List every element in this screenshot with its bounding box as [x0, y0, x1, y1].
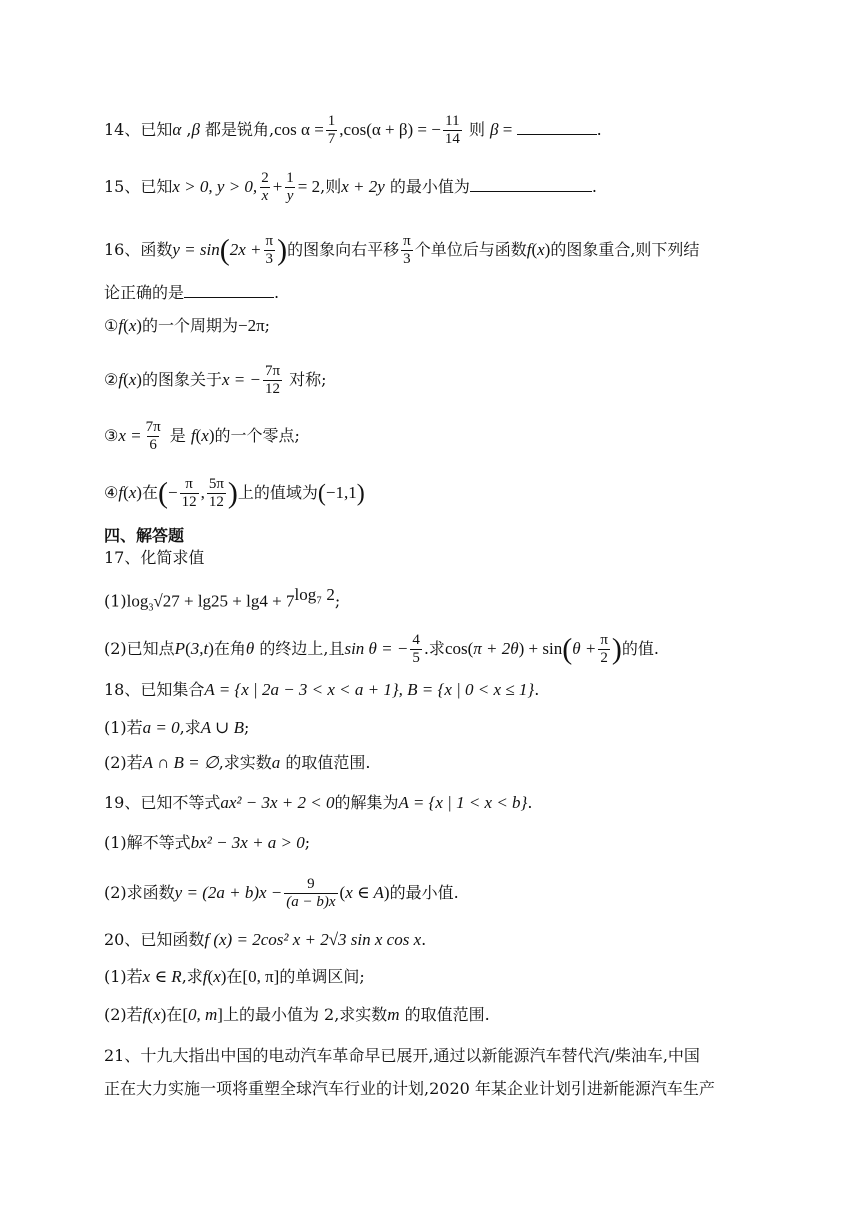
denominator: 2 — [600, 650, 608, 666]
question-19-part2: (2)求函数y = (2a + b)x − $\frac{9}{(a - b)x}$ (x ∈ A)的最小值. — [104, 876, 459, 910]
denominator: 12 — [265, 381, 281, 397]
text: 的解集为 — [334, 793, 399, 812]
numerator: 11 — [445, 113, 460, 129]
minus: − — [167, 483, 178, 502]
question-18-part1 — [104, 718, 249, 738]
fraction — [284, 170, 296, 205]
variable-a: a — [271, 753, 281, 772]
function: y = sin — [172, 240, 220, 259]
interval: 0, m — [187, 1005, 218, 1024]
option-1: ①f(x)的一个周期为−2π; — [104, 316, 271, 335]
text: 上的最小值为 2,求实数 — [222, 1005, 388, 1024]
left-paren: ( — [157, 476, 168, 510]
variable-x: x — [128, 370, 137, 389]
sin-theta: sin θ = − — [344, 639, 409, 658]
part-label: (2)若 — [104, 1005, 143, 1024]
question-16-line2 — [104, 283, 279, 303]
q18-prefix: 18、已知集合 — [104, 680, 205, 699]
option-text: 的一个零点; — [214, 426, 300, 445]
variable-x: x — [128, 483, 137, 502]
q15-text: 的最小值为 — [384, 177, 470, 196]
question-17-part2: (2)已知点P(3,t)在角θ 的终边上,且sin θ = − $\frac{4}{5}$ .求cos(π + 2θ) + sin(θ + $\frac{\pi}{2}$ )的值. — [104, 632, 659, 666]
option-mark: ① — [104, 316, 119, 335]
text: ,求实数 — [218, 753, 272, 772]
cos-alpha-beta: ,cos(α + β) = − — [339, 120, 441, 139]
expression: A ∪ B — [200, 718, 244, 737]
numerator: π — [185, 476, 193, 492]
numerator: 5π — [208, 476, 224, 492]
range: −1,1 — [325, 483, 357, 502]
numerator: 2 — [261, 170, 269, 186]
expression: x + 2y — [341, 177, 385, 196]
period: . — [527, 793, 533, 812]
variable-x: x — [201, 426, 209, 445]
function: f (x) = 2cos² x + 2√3 sin x cos x — [204, 930, 422, 949]
denominator: 12 — [208, 494, 224, 510]
equation-lhs: x = − — [221, 370, 261, 389]
right-paren: ) — [356, 480, 365, 507]
inequality: bx² − 3x + a > 0 — [190, 833, 305, 852]
equation-lhs: x = — [118, 426, 142, 445]
question-16: 16、函数y = sin(2x + $\frac{\pi}{3}$ )的图象向右平移 $\frac{\pi}{3}$ 个单位后与函数f(x)的图象重合,则下列结 — [104, 233, 700, 267]
fraction — [284, 876, 337, 911]
equals: = 2 — [297, 177, 321, 196]
part-label: (2)求函数 — [104, 883, 175, 902]
condition: A ∩ B = ∅ — [142, 753, 219, 772]
beta-symbol: β — [490, 120, 499, 139]
text: 的最小值. — [389, 883, 459, 902]
question-14 — [104, 113, 602, 148]
denominator: 12 — [181, 494, 197, 510]
point-p: P — [174, 639, 186, 658]
set-b: , B = {x | 0 < x ≤ 1} — [398, 680, 535, 699]
q16-text: 的图象向右平移 — [287, 240, 400, 259]
semicolon: ; — [304, 833, 311, 852]
part-label: (2)若 — [104, 753, 143, 772]
denominator: 14 — [444, 131, 460, 147]
radical: √27 — [153, 591, 180, 611]
inequality: ax² − 3x + 2 < 0 — [220, 793, 335, 812]
plus-sin: + sin — [524, 639, 563, 658]
function-f: f — [118, 316, 124, 335]
argument: θ + — [572, 639, 597, 658]
question-21-line2: 正在大力实施一项将重塑全球汽车行业的计划,2020 年某企业计划引进新能源汽车生产 — [104, 1079, 715, 1098]
set-a: A = {x | 2a − 3 < x < a + 1} — [204, 680, 399, 699]
question-18 — [104, 680, 539, 700]
q14-prefix: 14、已知 — [104, 120, 173, 139]
numerator: 4 — [412, 632, 420, 648]
part-label: (1) — [104, 591, 127, 611]
function-f: f — [118, 370, 124, 389]
period-value: −2π — [237, 316, 265, 335]
question-18-part2 — [104, 753, 370, 773]
fraction — [207, 476, 226, 511]
theta-symbol: θ — [245, 639, 255, 658]
alpha-symbol: α — [172, 120, 182, 139]
part-label: (2)已知点 — [104, 639, 175, 658]
q14-then: 则 — [463, 120, 491, 139]
period: . — [596, 120, 602, 139]
numerator: 1 — [286, 170, 294, 186]
function-f: f — [526, 240, 532, 259]
variable-x: x — [213, 967, 221, 986]
numerator: π — [403, 233, 411, 249]
semicolon: ; — [243, 718, 250, 737]
q16-text: 个单位后与函数 — [414, 240, 527, 259]
option-mark: ② — [104, 370, 119, 389]
semicolon: ; — [334, 591, 341, 611]
option-text: 的图象关于 — [141, 370, 222, 389]
separator: , — [181, 120, 192, 139]
q15-prefix: 15、已知 — [104, 177, 173, 196]
fraction — [410, 632, 422, 667]
numerator: 7π — [145, 419, 161, 435]
period: . — [274, 283, 280, 302]
variable-x: x — [537, 240, 545, 259]
beta-symbol: β — [191, 120, 200, 139]
text: 在 — [166, 1005, 183, 1024]
section-heading: 四、解答题 — [104, 526, 185, 545]
function-f: f — [190, 426, 196, 445]
fraction — [144, 419, 163, 454]
text: ,求 — [181, 967, 203, 986]
option-mark: ③ — [104, 426, 119, 445]
right-paren: ) — [611, 632, 622, 666]
condition: , y > 0, — [208, 177, 258, 196]
expression: + lg25 + lg4 + 7 — [179, 591, 295, 611]
function-f: f — [118, 483, 124, 502]
question-20-part2: (2)若f(x)在[0, m]上的最小值为 2,求实数m 的取值范围. — [104, 1005, 490, 1024]
left-paren: ( — [562, 632, 573, 666]
fraction — [263, 363, 282, 398]
question-20-part1: (1)若x ∈ R,求f(x)在[0, π]的单调区间; — [104, 967, 365, 986]
part-label: (1)若 — [104, 718, 143, 737]
option-4: ④f(x)在(− $\frac{\pi}{12}$ , $\frac{5\pi}{12}$ )上的值域为(−1,1) — [104, 476, 365, 510]
log-base: 3 — [148, 602, 154, 614]
function-f: f — [202, 967, 208, 986]
condition: a = 0 — [142, 718, 180, 737]
text: 的终边上,且 — [254, 639, 345, 658]
part-label: (1)解不等式 — [104, 833, 191, 852]
domain: x ∈ A — [345, 883, 384, 902]
interval: [0, π] — [242, 967, 280, 986]
fraction — [598, 632, 610, 667]
q16-text: 的图象重合,则下列结 — [550, 240, 700, 259]
option-text: 是 — [164, 426, 191, 445]
exponent: log₇ 2 — [294, 585, 335, 604]
q16-text: 论正确的是 — [104, 283, 185, 302]
q15-then: ,则 — [320, 177, 342, 196]
numerator: 9 — [307, 876, 315, 892]
q19-prefix: 19、已知不等式 — [104, 793, 221, 812]
function: y = (2a + b)x − — [174, 883, 283, 902]
function-f: f — [142, 1005, 148, 1024]
numerator: π — [600, 632, 608, 648]
text: 的取值范围. — [280, 753, 371, 772]
period: . — [534, 680, 540, 699]
denominator: y — [286, 188, 294, 204]
question-20 — [104, 930, 426, 950]
q14-text: 都是锐角, — [199, 120, 275, 139]
question-17-title: 17、化简求值 — [104, 548, 205, 567]
question-21-line1: 21、十九大指出中国的电动汽车革命早已展开,通过以新能源汽车替代汽/柴油车,中国 — [104, 1046, 700, 1065]
denominator: 7 — [327, 131, 336, 147]
right-paren: ) — [277, 233, 288, 267]
option-text: 的一个周期为 — [141, 316, 238, 335]
question-19-part1 — [104, 833, 310, 853]
left-paren: ( — [317, 480, 326, 507]
part-label: (1)若 — [104, 967, 143, 986]
equals: = — [498, 120, 517, 139]
question-19 — [104, 793, 532, 813]
denominator: 6 — [149, 437, 157, 453]
variable-x: x — [153, 1005, 161, 1024]
option-text: 上的值域为 — [237, 483, 318, 502]
denominator: 3 — [265, 251, 274, 267]
semicolon: ; — [264, 316, 271, 335]
fraction — [264, 233, 276, 268]
fraction — [401, 233, 413, 268]
text: 在角 — [213, 639, 246, 658]
denominator: 5 — [412, 650, 420, 666]
option-text: 对称; — [284, 370, 327, 389]
text: 的取值范围. — [399, 1005, 490, 1024]
condition: x > 0 — [172, 177, 209, 196]
fraction — [326, 113, 338, 148]
left-paren: ( — [219, 233, 230, 267]
right-paren: ) — [227, 476, 238, 510]
question-17-part1 — [104, 585, 340, 619]
solution-set: A = {x | 1 < x < b} — [398, 793, 528, 812]
cos: cos — [444, 639, 468, 658]
plus: + — [272, 177, 283, 196]
comma: , — [200, 483, 205, 502]
option-mark: ④ — [104, 483, 119, 502]
argument: 2x + — [229, 240, 262, 259]
numerator: 1 — [327, 113, 336, 129]
text: .求 — [423, 639, 445, 658]
period: . — [591, 177, 597, 196]
variable-m: m — [387, 1005, 400, 1024]
cos-alpha: cos α = — [274, 120, 324, 139]
text: 的单调区间; — [279, 967, 365, 986]
answer-blank[interactable] — [517, 120, 597, 135]
variable-x: x — [128, 316, 137, 335]
argument: π + 2θ — [473, 639, 519, 658]
fraction — [259, 170, 271, 205]
answer-blank[interactable] — [470, 177, 592, 192]
option-2: ②f(x)的图象关于x = − $\frac{7\pi}{12}$ 对称; — [104, 363, 327, 397]
numerator: π — [265, 233, 274, 249]
denominator: (a − b)x — [286, 894, 336, 910]
answer-blank[interactable] — [184, 283, 274, 298]
option-text: 在 — [141, 483, 158, 502]
point-coords: 3,t — [190, 639, 209, 658]
text: 在 — [226, 967, 243, 986]
q16-prefix: 16、函数 — [104, 240, 173, 259]
denominator: x — [261, 188, 269, 204]
fraction — [443, 113, 462, 148]
numerator: 7π — [264, 363, 281, 379]
denominator: 3 — [403, 251, 411, 267]
option-3: ③x = $\frac{7\pi}{6}$ 是 f(x)的一个零点; — [104, 419, 300, 453]
text: ,求 — [179, 718, 201, 737]
condition: x ∈ R — [142, 967, 182, 986]
question-15 — [104, 170, 597, 205]
log: log — [126, 591, 149, 611]
text: 的值. — [621, 639, 659, 658]
q20-prefix: 20、已知函数 — [104, 930, 205, 949]
fraction — [180, 476, 199, 511]
period: . — [421, 930, 427, 949]
